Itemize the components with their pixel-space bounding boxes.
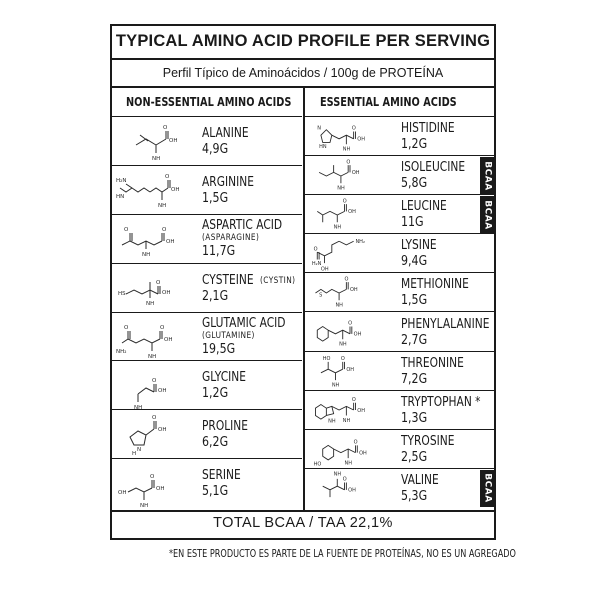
amino-acid-value: 2,7G (401, 332, 428, 348)
svg-text:OH: OH (348, 208, 356, 215)
svg-text:S: S (319, 292, 323, 299)
svg-text:NH: NH (142, 252, 151, 259)
amino-acid-row (305, 117, 496, 156)
svg-text:O: O (124, 227, 129, 234)
molecule-structure-icon (116, 362, 186, 410)
svg-text:OH: OH (359, 450, 367, 457)
amino-acid-name: PHENYLALANINE (401, 316, 490, 332)
svg-text:OH: OH (348, 488, 356, 495)
amino-acid-name: TRYPTOPHAN * (401, 394, 481, 410)
svg-text:HN: HN (319, 143, 327, 150)
amino-acid-row (112, 117, 302, 166)
amino-acid-row (305, 430, 496, 469)
svg-text:NH: NH (158, 203, 167, 210)
molecule-structure-icon (309, 390, 371, 430)
amino-acid-value: 1,5G (401, 293, 428, 309)
amino-acid-value: 1,2G (202, 386, 229, 402)
molecule-structure-icon (116, 264, 186, 312)
svg-text:NH: NH (344, 460, 353, 467)
svg-text:OH: OH (162, 290, 171, 297)
svg-text:O: O (124, 324, 129, 331)
svg-text:O: O (160, 324, 165, 331)
amino-acid-name: ARGININE (202, 174, 254, 190)
molecule-structure-icon (309, 117, 371, 157)
molecule-structure-icon (116, 313, 186, 361)
svg-text:NH: NH (146, 301, 155, 308)
amino-acid-name: HISTIDINE (401, 121, 455, 136)
svg-text:OH: OH (156, 485, 165, 492)
amino-acid-row (305, 234, 496, 273)
molecule-structure-icon (309, 468, 371, 508)
svg-text:NH: NH (339, 341, 347, 348)
amino-acid-value: 5,8G (401, 176, 428, 192)
amino-acid-name: CYSTEINE (202, 272, 254, 288)
bcaa-badge-label: BCAA (483, 200, 493, 230)
svg-text:NH: NH (152, 156, 161, 163)
svg-text:OH: OH (357, 136, 365, 143)
svg-text:NH: NH (331, 382, 340, 389)
svg-text:O: O (346, 158, 351, 165)
svg-text:HO: HO (313, 461, 322, 468)
amino-acid-note: (GLUTAMINE) (202, 330, 255, 341)
amino-acid-value: 9,4G (401, 254, 428, 270)
svg-text:O: O (342, 198, 347, 205)
amino-acid-panel (110, 24, 496, 540)
amino-acid-name: LEUCINE (401, 199, 447, 215)
amino-acid-row (305, 313, 496, 352)
amino-acid-value: 19,5G (202, 341, 236, 357)
svg-text:NH₂: NH₂ (116, 348, 127, 355)
svg-text:NH: NH (335, 302, 343, 309)
amino-acid-value: 1,2G (401, 137, 428, 152)
total-divider (112, 510, 494, 512)
svg-text:NH: NH (134, 404, 143, 410)
amino-acid-value: 1,5G (202, 190, 229, 206)
amino-acid-row (305, 469, 496, 508)
amino-acid-row (305, 195, 496, 234)
svg-text:O: O (351, 397, 356, 404)
molecule-structure-icon (309, 273, 371, 313)
svg-text:OH: OH (166, 239, 175, 246)
svg-text:NH: NH (333, 224, 342, 231)
svg-text:OH: OH (169, 138, 178, 145)
amino-acid-row (112, 264, 302, 313)
svg-text:H₂N: H₂N (311, 260, 322, 267)
amino-acid-value: 5,3G (401, 488, 428, 504)
svg-text:O: O (150, 473, 155, 480)
amino-acid-value: 1,3G (401, 410, 428, 426)
molecule-structure-icon (116, 411, 186, 459)
svg-text:OH: OH (158, 426, 167, 433)
amino-acid-value: 6,2G (202, 435, 229, 451)
svg-text:NH₂: NH₂ (355, 238, 365, 245)
amino-acid-name: ISOLEUCINE (401, 160, 466, 176)
svg-text:O: O (152, 377, 157, 384)
svg-text:NH: NH (148, 353, 157, 360)
panel-title: TYPICAL AMINO ACID PROFILE PER SERVING (115, 32, 491, 50)
molecule-structure-icon (116, 460, 186, 508)
panel-subtitle: Perfil Típico de Aminoácidos / 100g de PROTEÍNA (162, 66, 444, 80)
svg-text:O: O (163, 125, 168, 132)
svg-text:OH: OH (357, 408, 365, 415)
amino-acid-note: (ASPARAGINE) (202, 232, 260, 243)
svg-text:OH: OH (350, 287, 358, 294)
molecule-structure-icon (116, 215, 186, 263)
bcaa-badge (480, 196, 496, 233)
svg-text:NH: NH (342, 146, 351, 153)
amino-acid-value: 5,1G (202, 484, 229, 500)
svg-text:O: O (156, 280, 161, 287)
svg-text:NH: NH (333, 471, 342, 478)
svg-text:OH: OH (171, 187, 180, 194)
title-divider (112, 58, 494, 60)
amino-acid-row (112, 215, 302, 264)
non-essential-header: NON-ESSENTIAL AMINO ACIDS (126, 94, 292, 109)
amino-acid-row (112, 410, 302, 459)
svg-text:O: O (342, 477, 347, 484)
amino-acid-name: GLYCINE (202, 370, 247, 386)
svg-text:OH: OH (164, 336, 173, 343)
amino-acid-name: TYROSINE (401, 433, 455, 449)
bcaa-badge-label: BCAA (483, 473, 493, 504)
amino-acid-row (112, 313, 302, 362)
molecule-structure-icon (116, 166, 186, 214)
svg-text:O: O (162, 227, 167, 234)
footnote-text: *EN ESTE PRODUCTO ES PARTE DE LA FUENTE DE PROTEÍNAS, NO ES UN AGREGADO (168, 547, 516, 560)
svg-text:HO: HO (322, 356, 331, 363)
svg-text:OH: OH (353, 331, 362, 338)
amino-acid-value: 2,1G (202, 288, 229, 304)
molecule-structure-icon (309, 156, 371, 196)
molecule-structure-icon (116, 117, 186, 165)
svg-text:O: O (165, 174, 170, 181)
svg-text:N: N (317, 125, 322, 132)
svg-text:OH: OH (346, 367, 355, 374)
amino-acid-row (305, 352, 496, 391)
amino-acid-name: VALINE (401, 472, 439, 488)
amino-acid-note: (CYSTIN) (260, 275, 296, 286)
amino-acid-name: METHIONINE (401, 277, 469, 293)
amino-acid-value: 2,5G (401, 449, 428, 465)
amino-acid-row (112, 361, 302, 410)
svg-text:O: O (353, 439, 358, 446)
amino-acid-name: ASPARTIC ACID (202, 217, 283, 233)
molecule-structure-icon (309, 195, 371, 235)
svg-text:H₂N: H₂N (116, 178, 127, 185)
amino-acid-row (112, 459, 302, 508)
svg-text:O: O (348, 320, 353, 327)
amino-acid-name: SERINE (202, 468, 241, 484)
amino-acid-row (305, 391, 496, 430)
svg-text:O: O (344, 276, 349, 283)
essential-header: ESSENTIAL AMINO ACIDS (320, 94, 457, 109)
amino-acid-value: 11G (401, 215, 424, 231)
amino-acid-name: THREONINE (401, 355, 464, 371)
amino-acid-row (305, 273, 496, 312)
amino-acid-name: LYSINE (401, 238, 437, 254)
bcaa-badge (480, 157, 496, 194)
svg-text:OH: OH (351, 169, 360, 176)
amino-acid-name: ALANINE (202, 126, 249, 141)
svg-text:HN: HN (116, 194, 125, 201)
amino-acid-row (305, 156, 496, 195)
svg-text:OH: OH (320, 266, 329, 273)
svg-text:N: N (137, 446, 142, 453)
amino-acid-row (112, 166, 302, 215)
svg-text:NH: NH (342, 418, 351, 425)
svg-text:O: O (313, 246, 318, 253)
svg-text:O: O (152, 414, 157, 421)
svg-text:HS: HS (118, 291, 126, 298)
footnote (108, 547, 516, 560)
bcaa-badge-label: BCAA (483, 160, 493, 191)
molecule-structure-icon (309, 429, 371, 469)
svg-text:OH: OH (158, 387, 167, 394)
amino-acid-value: 4,9G (202, 142, 229, 157)
amino-acid-name: PROLINE (202, 419, 249, 435)
molecule-structure-icon (309, 351, 371, 391)
svg-text:H: H (132, 450, 137, 457)
bcaa-badge (480, 470, 496, 507)
amino-acid-value: 11,7G (202, 243, 236, 259)
svg-text:O: O (351, 125, 356, 132)
amino-acid-value: 7,2G (401, 371, 428, 387)
svg-text:OH: OH (118, 489, 127, 496)
molecule-structure-icon (309, 234, 371, 274)
total-bcaa: TOTAL BCAA / TAA 22,1% (213, 515, 393, 531)
svg-text:NH: NH (328, 418, 336, 425)
svg-text:NH: NH (337, 185, 345, 192)
svg-text:O: O (340, 356, 345, 363)
svg-text:NH: NH (140, 502, 149, 508)
amino-acid-name: GLUTAMIC ACID (202, 315, 286, 331)
molecule-structure-icon (309, 312, 371, 352)
